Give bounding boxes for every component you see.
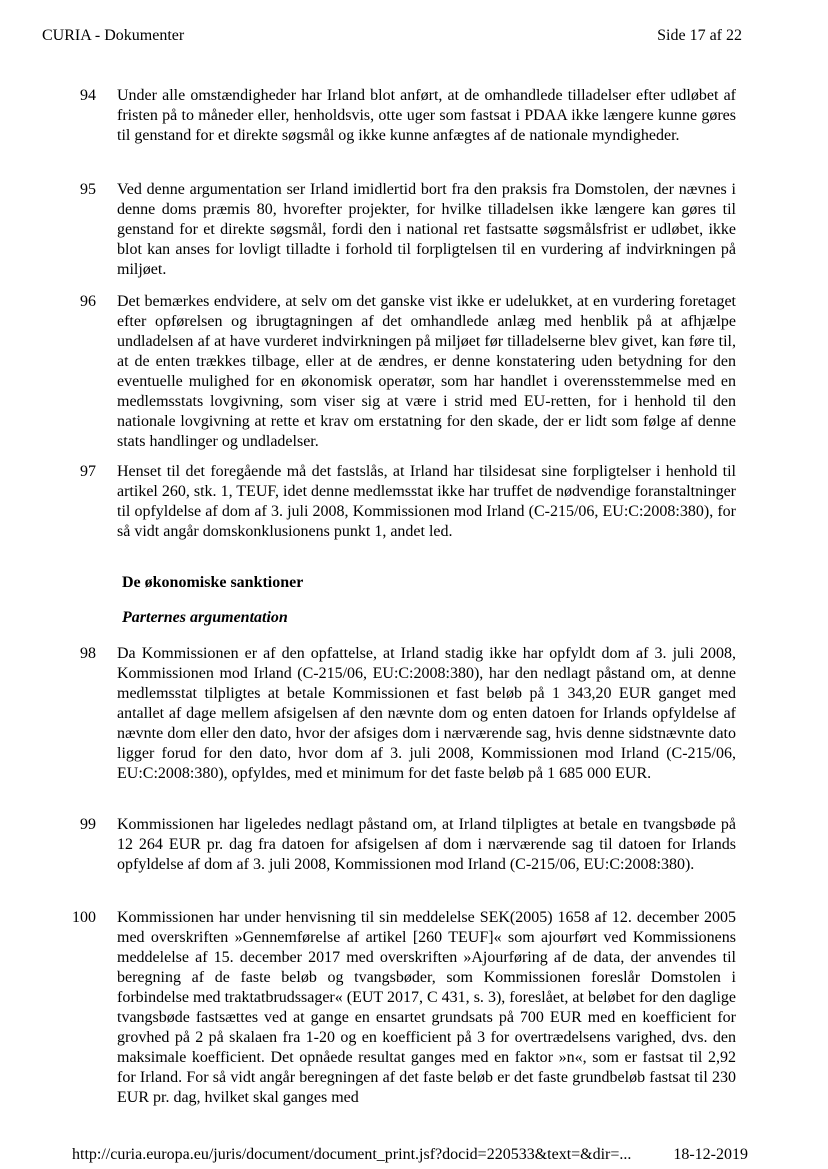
- page-footer: [72, 1145, 748, 1165]
- paragraph-100: [72, 908, 736, 1108]
- paragraph-number: 95: [80, 181, 96, 198]
- paragraph-text: Ved denne argumentation ser Irland imidlertid bort fra den praksis fra Domstolen, der nævnes i denne doms præmis 80, hvorefter projekter, for hvilke tilladelsen ikke længere kan gøres til genstand for et direkte søgsmål, fordi den i national ret fastsatte søgsmålsfrist er udløbet, ikke blot kan anses for lovligt tilladte i forhold til forpligtelsen til en vurdering af indvirkningen på miljøet.: [117, 181, 736, 278]
- paragraph-number: 100: [72, 909, 96, 926]
- paragraph-99: [80, 815, 736, 875]
- paragraph-text: Det bemærkes endvidere, at selv om det ganske vist ikke er udelukket, at en vurdering foretaget efter opførelsen og ibrugtagningen af det omhandlede anlæg med henblik på at afhjælpe undladelsen af at have vurderet indvirkningen på miljøet før tilladelserne blev givet, kan føre til, at de enten trækkes tilbage, eller at de ændres, er denne konstatering uden betydning for den eventuelle mulighed for en økonomisk operatør, som har handlet i overensstemmelse med en medlemsstats lovgivning, som viser sig at være i strid med EU-retten, for i henhold til den nationale lovgivning at rette et krav om erstatning for den skade, der er lidt som følge af denne stats handlinger og undladelser.: [117, 293, 736, 450]
- paragraph-95: [80, 180, 736, 280]
- paragraph-97: [80, 462, 736, 542]
- paragraph-number: 99: [80, 816, 96, 833]
- paragraph-96: [80, 292, 736, 452]
- document-title: CURIA - Dokumenter: [42, 27, 185, 44]
- paragraph-number: 98: [80, 645, 96, 662]
- paragraph-text: Under alle omstændigheder har Irland blot anført, at de omhandlede tilladelser efter udløbet af fristen på to måneder eller, henholdsvis, otte uger som fastsat i PDAA ikke længere kunne gøres til genstand for et direkte søgsmål og ikke kunne anfægtes af de nationale myndigheder.: [117, 87, 736, 144]
- paragraph-94: [80, 86, 736, 146]
- page-header: [42, 26, 742, 46]
- paragraph-text: Da Kommissionen er af den opfattelse, at Irland stadig ikke har opfyldt dom af 3. juli 2008, Kommissionen mod Irland (C-215/06, EU:C:2008:380), har den nedlagt påstand om, at denne medlemsstat tilpligtes at betale Kommissionen et fast beløb på 1 343,20 EUR ganget med antallet af dage mellem afsigelsen af den nævnte dom og enten datoen for Irlands opfyldelse af nævnte dom eller den dato, hvor der afsiges dom i nærværende sag, hvis denne sidstnævnte dato ligger forud for den dato, hvor dom af 3. juli 2008, Kommissionen mod Irland (C-215/06, EU:C:2008:380), opfyldes, med et minimum for det faste beløb på 1 685 000 EUR.: [117, 645, 736, 782]
- page-number: Side 17 af 22: [657, 27, 742, 44]
- paragraph-number: 96: [80, 293, 96, 310]
- print-date: 18-12-2019: [673, 1146, 748, 1163]
- paragraph-number: 94: [80, 87, 96, 104]
- paragraph-text: Kommissionen har ligeledes nedlagt påstand om, at Irland tilpligtes at betale en tvangsbøde på 12 264 EUR pr. dag fra datoen for afsigelsen af dom i nærværende sag til datoen for Irlands opfyldelse af dom af 3. juli 2008, Kommissionen mod Irland (C-215/06, EU:C:2008:380).: [117, 816, 736, 873]
- source-url: http://curia.europa.eu/juris/document/document_print.jsf?docid=220533&text=&dir=...: [72, 1146, 632, 1163]
- paragraph-text: Kommissionen har under henvisning til sin meddelelse SEK(2005) 1658 af 12. december 2005 med overskriften »Gennemførelse af artikel [260 TEUF]« som ajourført ved Kommissionens meddelelse af 15. december 2017 med overskriften »Ajourføring af de data, der anvendes til beregning af de faste beløb og tvangsbøder, som Kommissionen foreslår Domstolen i forbindelse med traktatbrudssager« (EUT 2017, C 431, s. 3), foreslået, at beløbet for den daglige tvangsbøde fastsættes ved at gange en ensartet grundsats på 700 EUR med en koefficient for grovhed på 2 på skalaen fra 1-20 og en koefficient på 3 for overtrædelsens varighed, dvs. den maksimale koefficient. Det opnåede resultat ganges med en faktor »n«, som er fastsat til 2,92 for Irland. For så vidt angår beregningen af det faste beløb er det faste grundbeløb fastsat til 230 EUR pr. dag, hvilket skal ganges med: [117, 909, 736, 1106]
- paragraph-text: Henset til det foregående må det fastslås, at Irland har tilsidesat sine forpligtelser i henhold til artikel 260, stk. 1, TEUF, idet denne medlemsstat ikke har truffet de nødvendige foranstaltninger til opfyldelse af dom af 3. juli 2008, Kommissionen mod Irland (C-215/06, EU:C:2008:380), for så vidt angår domskonklusionens punkt 1, andet led.: [117, 463, 736, 540]
- paragraph-number: 97: [80, 463, 96, 480]
- section-heading: De økonomiske sanktioner: [122, 574, 304, 591]
- subsection-heading: Parternes argumentation: [122, 609, 288, 626]
- paragraph-98: [80, 644, 736, 784]
